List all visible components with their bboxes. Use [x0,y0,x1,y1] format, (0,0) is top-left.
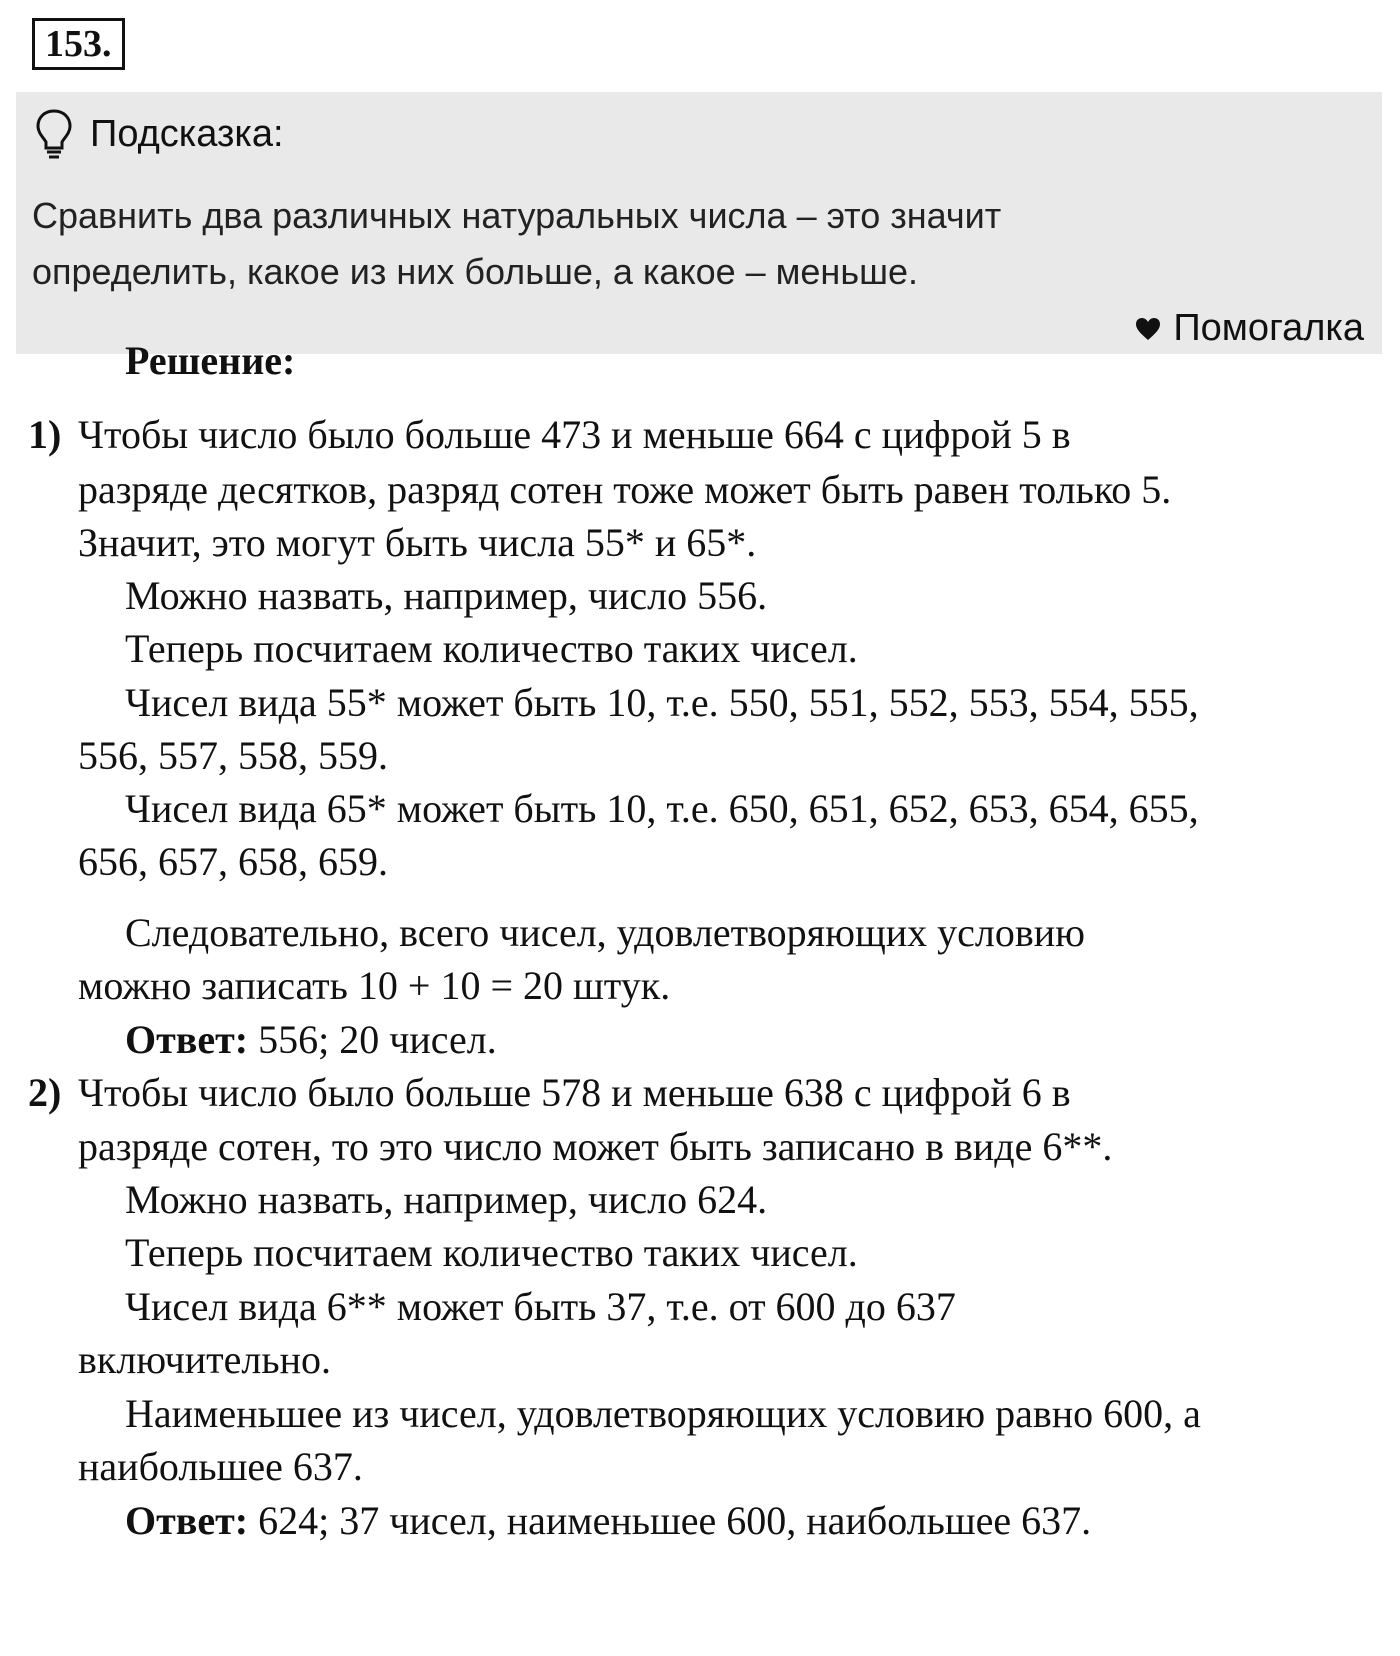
hint-line: определить, какое из них больше, а какое – меньше. [32,251,918,292]
answer-label: Ответ: [125,1017,249,1062]
answer-label: Ответ: [125,1498,249,1543]
solution-line: Следовательно, всего чисел, удовлетворяющих условию [125,910,1086,955]
answer-line [125,1012,497,1068]
hint-credit [1135,307,1364,350]
answer-text: 556; 20 чисел. [248,1017,497,1062]
solution-line: включительно. [78,1337,332,1382]
solution-heading: Решение: [125,338,296,383]
solution-line: Можно назвать, например, число 624. [125,1177,768,1222]
heart-icon [1135,317,1161,341]
solution-line: наибольшее 637. [78,1444,363,1489]
solution-line: Теперь посчитаем количество таких чисел. [125,626,858,671]
solution-line: 656, 657, 658, 659. [78,839,388,884]
solution-line: можно записать 10 + 10 = 20 штук. [78,963,671,1008]
solution-line: разряде десятков, разряд сотен тоже может быть равен только 5. [78,467,1172,512]
hint-header [34,108,284,160]
hint-title: Подсказка: [90,112,284,155]
solution-line: Теперь посчитаем количество таких чисел. [125,1230,858,1275]
part-number: 1) [28,412,62,457]
solution-line: Чисел вида 65* может быть 10, т.е. 650, 651, 652, 653, 654, 655, [125,786,1199,831]
hint-box [16,92,1382,354]
solution-line: Можно назвать, например, число 556. [125,573,768,618]
solution-line: 556, 557, 558, 559. [78,733,388,778]
solution-line: Чисел вида 55* может быть 10, т.е. 550, 551, 552, 553, 554, 555, [125,680,1199,725]
part-number: 2) [28,1070,62,1115]
solution-line: Чтобы число было больше 578 и меньше 638 с цифрой 6 в [78,1070,1071,1115]
solution-line: Наименьшее из чисел, удовлетворяющих условию равно 600, а [125,1391,1201,1436]
answer-line [125,1493,1091,1549]
answer-text: 624; 37 чисел, наименьшее 600, наибольшее 637. [248,1498,1092,1543]
solution-line: Значит, это могут быть числа 55* и 65*. [78,520,757,565]
solution-line: Чтобы число было больше 473 и меньше 664 с цифрой 5 в [78,412,1071,457]
solution-line: Чисел вида 6** может быть 37, т.е. от 600 до 637 [125,1284,956,1329]
hint-line: Сравнить два различных натуральных числа – это значит [32,195,1002,236]
task-number: 153. [32,18,125,70]
solution-line: разряде сотен, то это число может быть записано в виде 6**. [78,1124,1113,1169]
hint-text [32,188,1352,300]
hint-credit-label: Помогалка [1173,307,1364,349]
lightbulb-icon [34,108,74,160]
